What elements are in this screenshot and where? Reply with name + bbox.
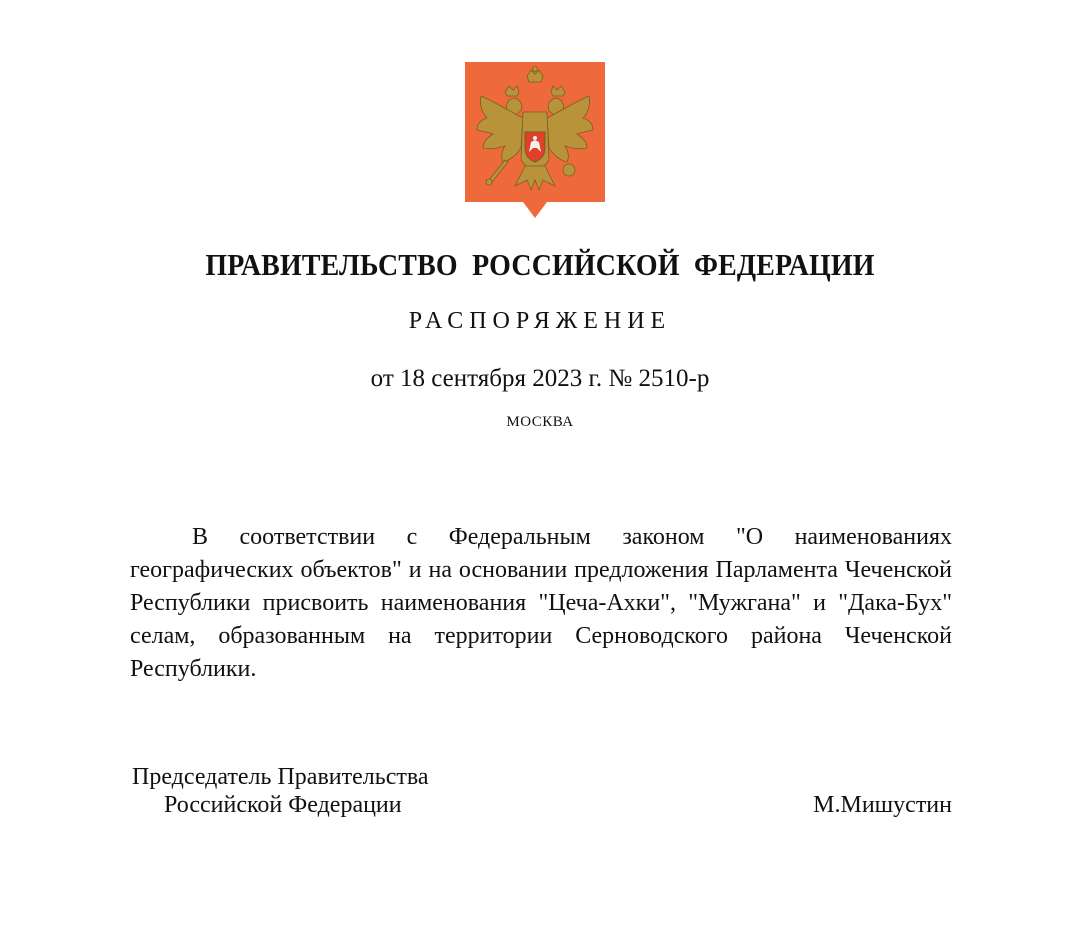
signatory-position-line2: Российской Федерации: [164, 792, 402, 818]
double-headed-eagle-icon: [465, 62, 605, 218]
document-type: РАСПОРЯЖЕНИЕ: [408, 308, 672, 334]
document-city: МОСКВА: [506, 414, 574, 430]
coat-of-arms-emblem: [465, 62, 605, 218]
document-date-number: от 18 сентября 2023 г. № 2510-р: [370, 365, 710, 392]
signatory-position: [132, 763, 429, 819]
decree-paragraph: В соответствии с Федеральным законом "О наименованиях географических объектов" и на основании предложения Парламента Чеченской Республики присвоить наименования "Цеча-Ахки", "Мужгана" и "Дака-Бух" селам, образованным на территории Серноводского района Чеченской Республики.: [130, 524, 952, 682]
signatory-position-line1: Председатель Правительства: [132, 764, 429, 790]
signatory-name: М.Мишустин: [813, 792, 952, 818]
government-title: ПРАВИТЕЛЬСТВО РОССИЙСКОЙ ФЕДЕРАЦИИ: [205, 247, 875, 282]
